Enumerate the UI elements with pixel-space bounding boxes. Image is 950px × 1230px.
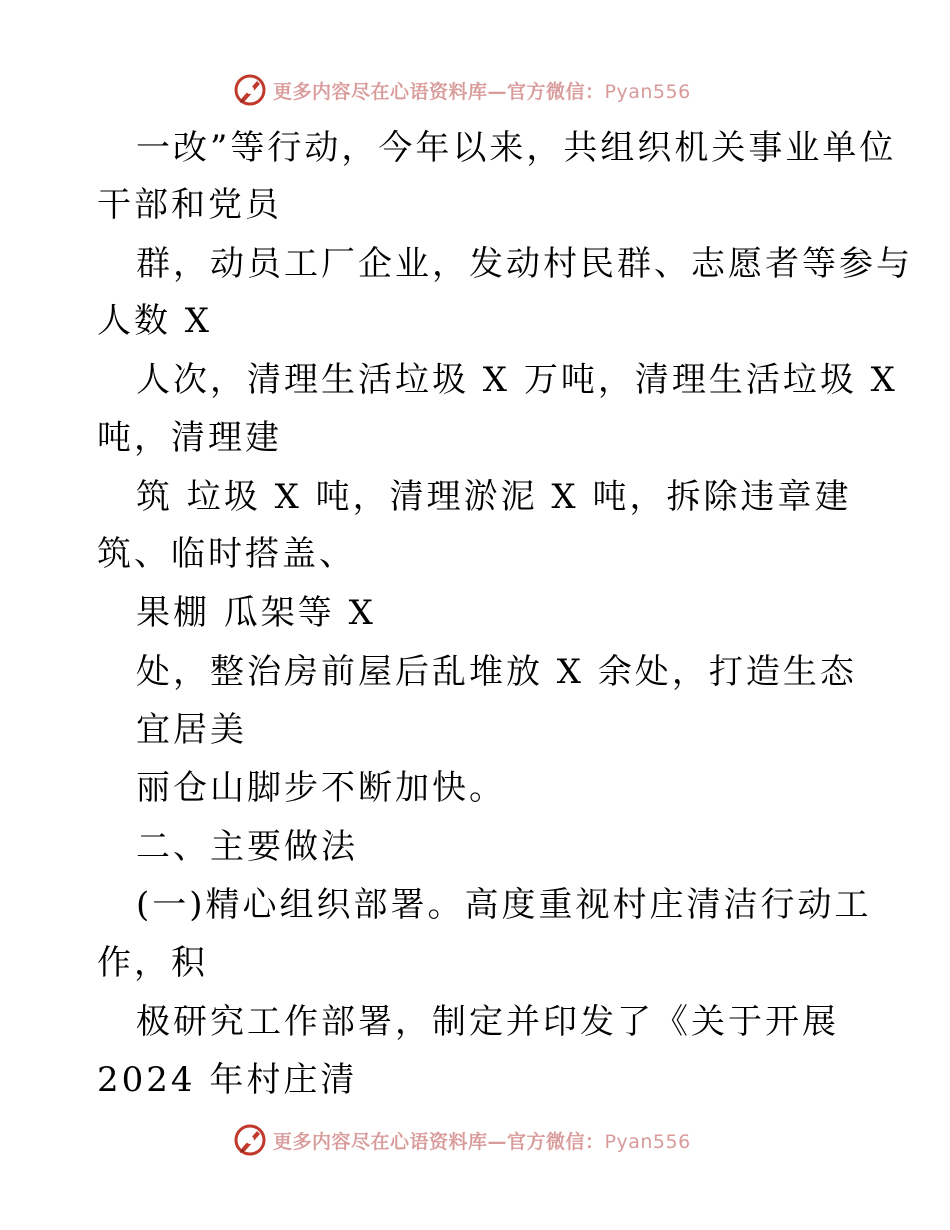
- body-line: 宜居美: [136, 710, 247, 750]
- footer-watermark-banner: [233, 1122, 691, 1158]
- pen-circle-logo-icon: [233, 1123, 267, 1157]
- body-line: 筑、临时搭盖、: [97, 534, 356, 574]
- header-banner-text: [273, 77, 691, 104]
- pen-circle-logo-icon: [233, 73, 267, 107]
- body-line: 果棚 瓜架等 X: [136, 593, 376, 633]
- body-line: 干部和党员: [97, 185, 282, 225]
- body-line: 人数 X: [97, 301, 213, 341]
- body-line: 人次，清理生活垃圾 X 万吨，清理生活垃圾 X: [136, 360, 898, 400]
- footer-banner-label: 更多内容尽在心语资料库—官方微信：: [273, 1130, 605, 1153]
- body-line: 丽仓山脚步不断加快。: [136, 768, 506, 808]
- body-line: 极研究工作部署，制定并印发了《关于开展: [136, 1002, 839, 1042]
- body-line: 吨，清理建: [97, 418, 282, 458]
- body-line: 群，动员工厂企业，发动村民群、志愿者等参与: [136, 244, 913, 284]
- body-line: 2024 年村庄清: [97, 1060, 358, 1100]
- header-wechat-id: Pyan556: [604, 80, 691, 103]
- body-line: 筑 垃圾 X 吨，清理淤泥 X 吨，拆除违章建: [136, 477, 852, 517]
- subsection-heading: (一)精心组织部署。高度重视村庄清洁行动工: [136, 885, 872, 925]
- body-line: 一改”等行动，今年以来，共组织机关事业单位: [136, 128, 897, 168]
- header-watermark-banner: [233, 72, 691, 108]
- footer-banner-text: [273, 1127, 691, 1154]
- body-line: 处，整治房前屋后乱堆放 X 余处，打造生态: [136, 652, 857, 692]
- footer-wechat-id: Pyan556: [604, 1130, 691, 1153]
- body-line: 作，积: [97, 943, 208, 983]
- header-banner-label: 更多内容尽在心语资料库—官方微信：: [273, 80, 605, 103]
- section-heading: 二、主要做法: [136, 827, 358, 867]
